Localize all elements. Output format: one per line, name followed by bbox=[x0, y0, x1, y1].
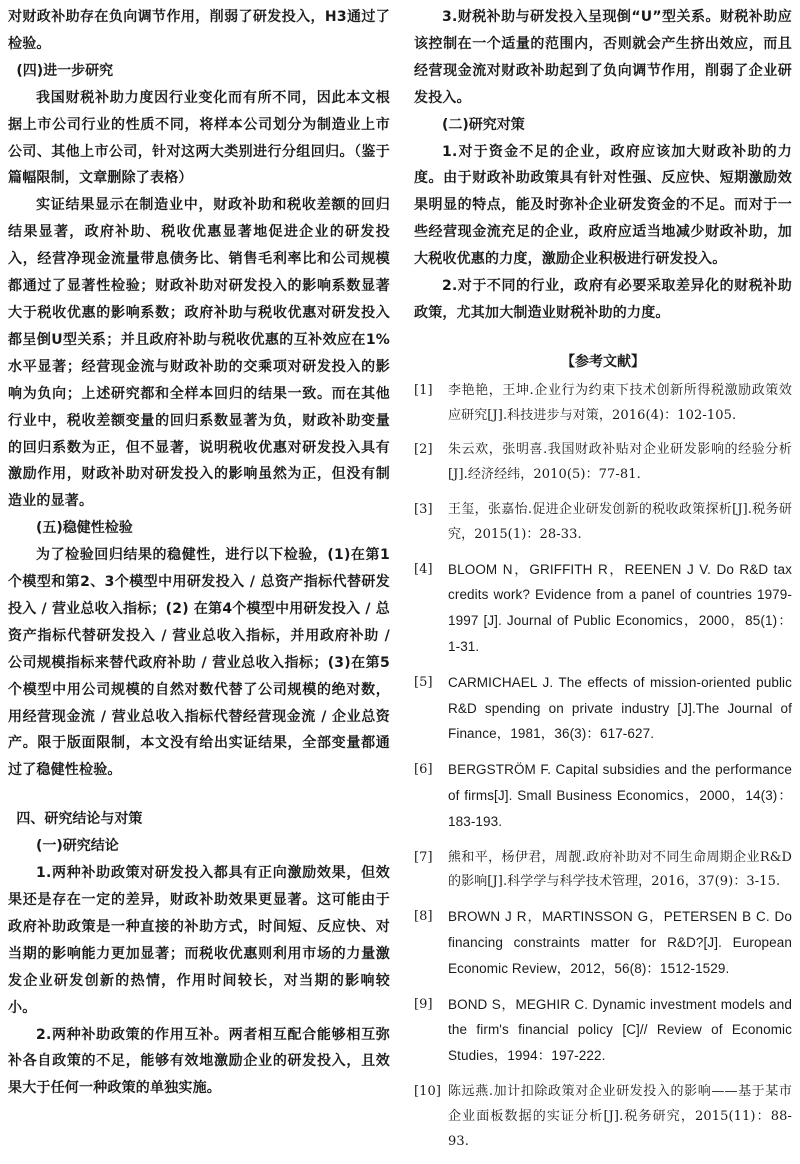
reference-number: [1] bbox=[414, 382, 433, 398]
reference-text: CARMICHAEL J. The effects of mission-oriented public R&D spending on private industry [J].The Journal of Finance，1981，36(3)：617-627. bbox=[448, 674, 792, 742]
reference-text: BLOOM N，GRIFFITH R，REENEN J V. Do R&D tax credits work? Evidence from a panel of countries 1979-1997 [J]. Journal of Public Economics，2000，85(1)：1-31. bbox=[448, 561, 792, 655]
paragraph-countermeasure-1: 1.对于资金不足的企业，政府应该加大财政补助的力度。由于财政补助政策具有针对性强、反应快、短期激励效果明显的特点，能及时弥补企业研发资金的不足。而对于一些经营现金流充足的企业，政府应适当地减少财政补助，加大税收优惠的力度，激励企业积极进行研发投入。 bbox=[414, 143, 792, 268]
right-column bbox=[414, 4, 792, 1164]
reference-item bbox=[414, 498, 792, 548]
paragraph-industry-grouping: 我国财税补助力度因行业变化而有所不同，因此本文根据上市公司行业的性质不同，将样本公司划分为制造业上市公司、其他上市公司，针对这两大类别进行分组回归。（鉴于篇幅限制，文章删除了表格） bbox=[8, 89, 390, 187]
reference-number: [8] bbox=[414, 909, 433, 925]
reference-item bbox=[414, 558, 792, 661]
reference-text: 王玺，张嘉怡.促进企业研发创新的税收政策探析[J].税务研究，2015(1)：28-33. bbox=[448, 502, 792, 542]
reference-number: [9] bbox=[414, 996, 433, 1012]
reference-number: [2] bbox=[414, 442, 433, 458]
reference-number: [5] bbox=[414, 674, 433, 690]
reference-text: 朱云欢，张明喜.我国财政补贴对企业研发影响的经验分析[J].经济经纬，2010(5)：77-81. bbox=[448, 442, 792, 483]
reference-text: BOND S，MEGHIR C. Dynamic investment models and the firm's financial policy [C]// Review of Economic Studies，1994：197-222. bbox=[448, 996, 792, 1064]
reference-text: 熊和平，杨伊君，周靓.政府补助对不同生命周期企业R&D的影响[J].科学学与科学技术管理，2016，37(9)：3-15. bbox=[448, 849, 792, 890]
reference-item bbox=[414, 379, 792, 429]
paragraph-robustness-check: 为了检验回归结果的稳健性，进行以下检验，(1)在第1个模型和第2、3个模型中用研发投入 / 总资产指标代替研发投入 / 营业总收入指标；(2) 在第4个模型中用研发投入 / 总资产指标代替研发投入 / 营业总收入指标，并用政府补助 / 公司规模指标来替代政府补助 / 营业总收入指标；(3)在第5个模型中用公司规模的自然对数代替了公司规模的绝对数，用经营现金流 / 营业总收入指标代替经营现金流 / 企业总资产。限于版面限制，本文没有给出实证结果，全部变量都通过了稳健性检验。 bbox=[8, 547, 390, 779]
reference-text: 李艳艳，王坤.企业行为约束下技术创新所得税激励政策效应研究[J].科技进步与对策，2016(4)：102-105. bbox=[448, 382, 792, 423]
section-heading-further-research: (四)进一步研究 bbox=[16, 62, 114, 79]
reference-item bbox=[414, 671, 792, 748]
reference-item bbox=[414, 758, 792, 835]
reference-number: [7] bbox=[414, 849, 433, 865]
reference-text: BROWN J R，MARTINSSON G，PETERSEN B C. Do financing constraints matter for R&D?[J]. European Economic Review，2012，56(8)：1512-1529. bbox=[448, 909, 792, 976]
paragraph-conclusion-1: 1.两种补助政策对研发投入都具有正向激励效果，但效果还是存在一定的差异，财政补助效果更显著。这可能由于政府补助政策是一种直接的补助方式，时间短、反应快、对当期的影响能力更加显著；而税收优惠则利用市场的力量激发企业研发创新的热情，作用时间较长，对当期的影响较小。 bbox=[8, 865, 390, 1016]
reference-text: 陈远燕.加计扣除政策对企业研发投入的影响——基于某市企业面板数据的实证分析[J].税务研究，2015(11)：88-93. bbox=[448, 1084, 792, 1149]
left-column bbox=[8, 4, 390, 1102]
reference-item bbox=[414, 438, 792, 488]
section-heading-robustness: (五)稳健性检验 bbox=[36, 520, 133, 537]
references-title: 【参考文献】 bbox=[561, 353, 645, 370]
reference-number: [4] bbox=[414, 561, 433, 577]
paragraph-empirical-results: 实证结果显示在制造业中，财政补助和税收差额的回归结果显著，政府补助、税收优惠显著地促进企业的研发投入，经营净现金流量带息债务比、销售毛利率比和公司规模都通过了显著性检验；财政补助对研发投入的影响系数显著大于税收优惠的影响系数；政府补助与税收优惠对研发投入都呈倒U型关系；并且政府补助与税收优惠的互补效应在1%水平显著；经营现金流与财政补助的交乘项对研发投入的影响为负向；上述研究都和全样本回归的结果一致。而在其他行业中，税收差额变量的回归系数显著为负，财政补助变量的回归系数为正，但不显著，说明税收优惠对研发投入具有激励作用，财政补助对研发投入的影响虽然为正，但没有制造业的显著。 bbox=[8, 197, 390, 510]
reference-item bbox=[414, 846, 792, 896]
reference-text: BERGSTRÖM F. Capital subsidies and the performance of firms[J]. Small Business Economics，2000，14(3)：183-193. bbox=[448, 762, 792, 829]
section-heading-conclusions-countermeasures: 四、研究结论与对策 bbox=[16, 811, 143, 828]
reference-item bbox=[414, 993, 792, 1070]
subsection-heading-conclusions: (一)研究结论 bbox=[36, 838, 119, 855]
reference-item bbox=[414, 1080, 792, 1154]
paragraph-countermeasure-2: 2.对于不同的行业，政府有必要采取差异化的财税补助政策，尤其加大制造业财税补助的力度。 bbox=[414, 278, 792, 321]
references-list bbox=[414, 379, 792, 1155]
paragraph-conclusion-2: 2.两种补助政策的作用互补。两者相互配合能够相互弥补各自政策的不足，能够有效地激励企业的研发投入，且效果大于任何一种政策的单独实施。 bbox=[8, 1026, 390, 1097]
reference-number: [10] bbox=[414, 1084, 442, 1099]
paragraph-conclusion-3: 3.财税补助与研发投入呈现倒“U”型关系。财税补助应该控制在一个适量的范围内，否则就会产生挤出效应，而且经营现金流对财政补助起到了负向调节作用，削弱了企业研发投入。 bbox=[414, 9, 792, 106]
reference-item bbox=[414, 905, 792, 982]
subsection-heading-countermeasures: (二)研究对策 bbox=[442, 116, 525, 133]
reference-number: [3] bbox=[414, 502, 433, 518]
reference-number: [6] bbox=[414, 762, 433, 778]
paragraph-h3-conclusion: 对财政补助存在负向调节作用，削弱了研发投入，H3通过了检验。 bbox=[8, 9, 390, 52]
